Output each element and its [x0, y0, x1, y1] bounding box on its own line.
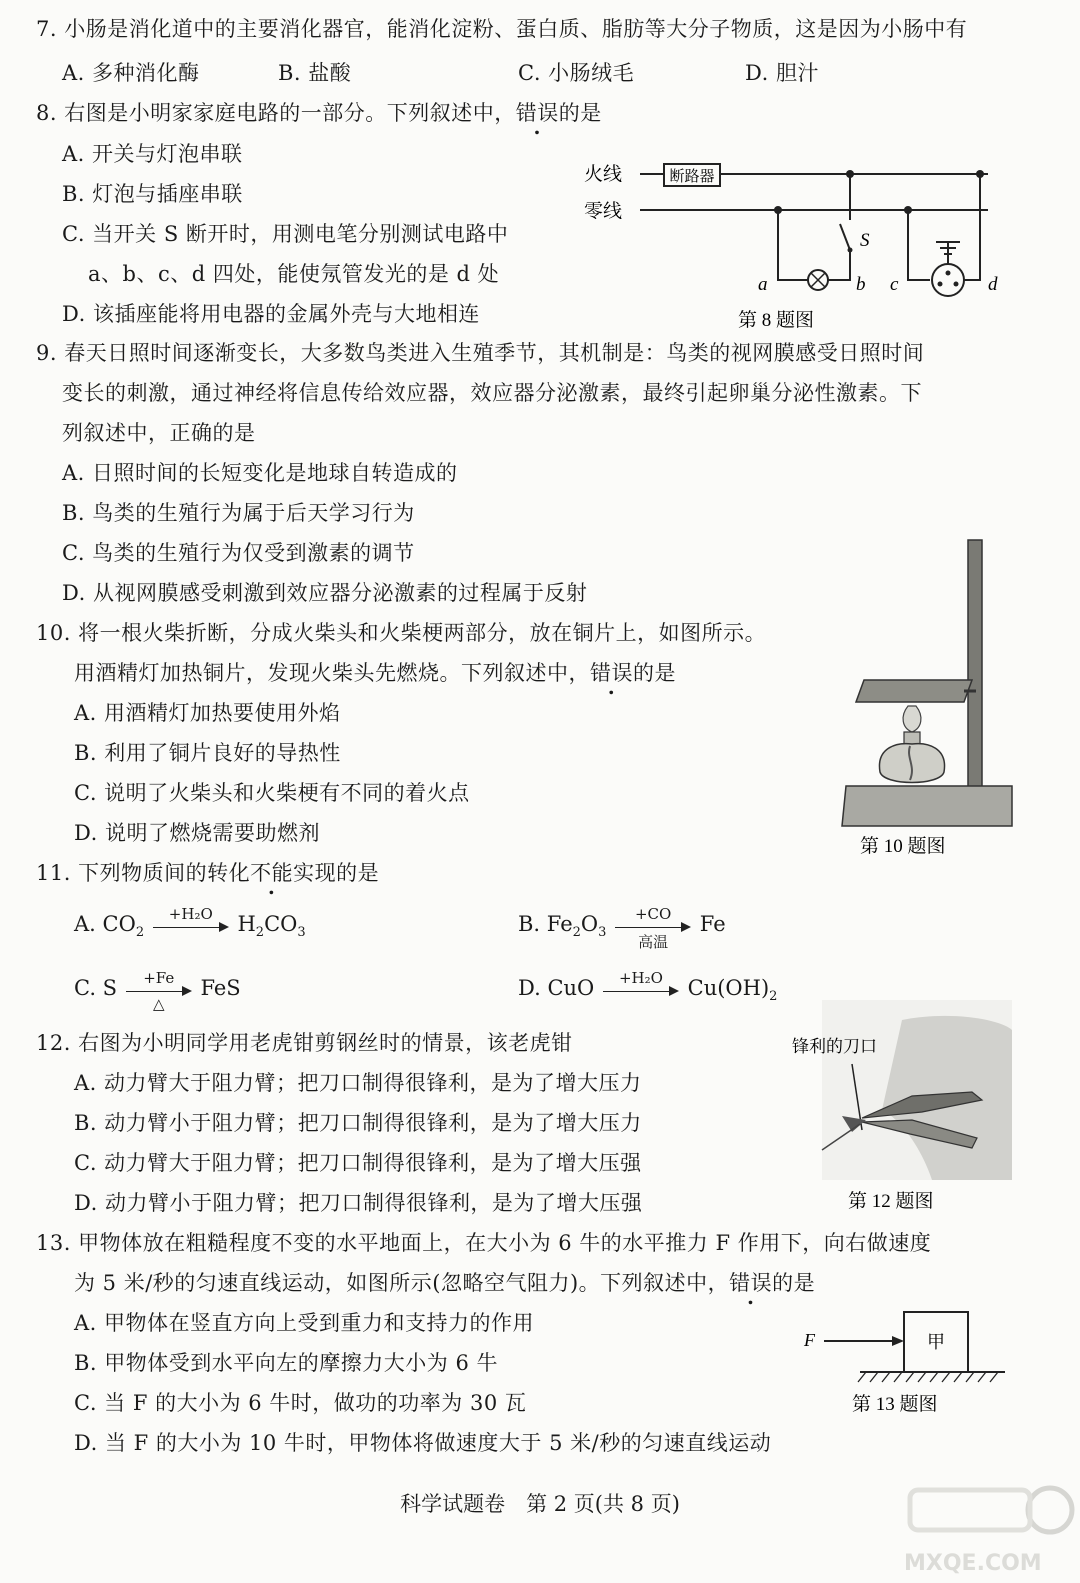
q9-option-b: B. 鸟类的生殖行为属于后天学习行为 [62, 501, 415, 525]
figure-caption: 第 10 题图 [860, 836, 946, 857]
q11-stem: 11. 下列物质间的转化不能实现的是 [36, 858, 379, 888]
force-block-figure [800, 1306, 1015, 1416]
q10-option-d: D. 说明了燃烧需要助燃剂 [74, 821, 320, 845]
q9-option-a: A. 日照时间的长短变化是地球自转造成的 [62, 461, 458, 485]
q12-option-a: A. 动力臂大于阻力臂；把刀口制得很锋利，是为了增大压力 [74, 1071, 642, 1095]
q11-option-c: C. S +Fe △ FeS [74, 969, 241, 1013]
q13-option-a: A. 甲物体在竖直方向上受到重力和支持力的作用 [74, 1311, 535, 1335]
page-footer: 科学试题卷 第 2 页(共 8 页) [400, 1492, 680, 1516]
q7-option-a: A. 多种消化酶 [62, 61, 200, 85]
point-b-label: b [856, 274, 866, 295]
point-c-label: c [890, 274, 899, 295]
stand-base [842, 786, 1012, 826]
emphasis-dots: 错误 [729, 1271, 773, 1295]
emphasis-dots: 错误 [590, 661, 633, 685]
q8-stem: 8. 右图是小明家家庭电路的一部分。下列叙述中，错误的是 [36, 98, 602, 128]
cutting-edge-label: 锋利的刀口 [792, 1037, 877, 1056]
q13-option-b: B. 甲物体受到水平向左的摩擦力大小为 6 牛 [74, 1351, 498, 1375]
q9-option-c: C. 鸟类的生殖行为仅受到激素的调节 [62, 541, 415, 565]
figure-caption: 第 8 题图 [738, 310, 815, 331]
iron-stand-rod [968, 540, 982, 812]
copper-sheet [856, 680, 972, 702]
q7-stem: 7. 小肠是消化道中的主要消化器官，能消化淀粉、蛋白质、脂肪等大分子物质，这是因为小肠中有 [36, 17, 968, 41]
figure-caption: 第 12 题图 [848, 1191, 934, 1212]
q10-option-a: A. 用酒精灯加热要使用外焰 [74, 701, 341, 725]
switch-label: S [860, 230, 870, 251]
q10-option-b: B. 利用了铜片良好的导热性 [74, 741, 341, 765]
live-wire-label: 火线 [584, 164, 623, 185]
q10-stem-line2: 用酒精灯加热铜片，发现火柴头先燃烧。下列叙述中，错误的是 [74, 658, 676, 688]
figure-caption: 第 13 题图 [852, 1394, 938, 1415]
q13-stem-line2: 为 5 米/秒的匀速直线运动，如图所示(忽略空气阻力)。下列叙述中，错误的是 [74, 1268, 815, 1298]
q12-stem: 12. 右图为小明同学用老虎钳剪钢丝时的情景，该老虎钳 [36, 1031, 573, 1055]
socket-symbol [932, 264, 964, 296]
point-a-label: a [758, 274, 768, 295]
q9-stem-line3: 列叙述中，正确的是 [62, 421, 256, 445]
q10-option-c: C. 说明了火柴头和火柴梗有不同的着火点 [74, 781, 470, 805]
q11-option-d: D. CuO +H₂O $Cu(OH)_2$ [518, 969, 778, 1005]
flame [903, 706, 921, 732]
q8-option-a: A. 开关与灯泡串联 [62, 142, 243, 166]
q12-option-d: D. 动力臂小于阻力臂；把刀口制得很锋利，是为了增大压强 [74, 1191, 643, 1215]
q12-option-b: B. 动力臂小于阻力臂；把刀口制得很锋利，是为了增大压力 [74, 1111, 642, 1135]
q13-option-d: D. 当 F 的大小为 10 牛时，甲物体将做速度大于 5 米/秒的匀速直线运动 [74, 1431, 772, 1455]
q8-option-b: B. 灯泡与插座串联 [62, 182, 243, 206]
q10-stem-line1: 10. 将一根火柴折断，分成火柴头和火柴梗两部分，放在铜片上，如图所示。 [36, 621, 767, 645]
block-label: 甲 [927, 1332, 945, 1352]
watermark-logo [900, 1480, 1075, 1580]
circuit-diagram [578, 150, 1018, 340]
q8-option-c-cont: a、b、c、d 四处，能使氖管发光的是 d 处 [88, 262, 500, 286]
breaker-label: 断路器 [669, 169, 715, 185]
q7-option-b: B. 盐酸 [278, 61, 352, 85]
q9-option-d: D. 从视网膜感受刺激到效应器分泌激素的过程属于反射 [62, 581, 588, 605]
q11-option-b: B. $Fe_2O_3$ +CO 高温 Fe [518, 905, 726, 951]
q12-option-c: C. 动力臂大于阻力臂；把刀口制得很锋利，是为了增大压强 [74, 1151, 642, 1175]
q9-stem-line1: 9. 春天日照时间逐渐变长，大多数鸟类进入生殖季节，其机制是：鸟类的视网膜感受日照时间 [36, 341, 925, 365]
q9-stem-line2: 变长的刺激，通过神经将信息传给效应器，效应器分泌激素，最终引起卵巢分泌性激素。下 [62, 381, 922, 405]
q13-stem-line1: 13. 甲物体放在粗糙程度不变的水平地面上，在大小为 6 牛的水平推力 F 作用下，向右做速度 [36, 1231, 932, 1255]
q11-option-a: A. $CO_2$ +H₂O $H_2CO_3$ [74, 905, 306, 941]
alcohol-lamp-figure [836, 536, 1026, 857]
q8-option-d: D. 该插座能将用电器的金属外壳与大地相连 [62, 302, 480, 326]
force-label: F [804, 1330, 815, 1350]
emphasis-dots: 不能 [250, 861, 294, 885]
watermark-text: MXQE.COM [904, 1551, 1042, 1576]
emphasis-dots: 错误 [515, 101, 559, 125]
point-d-label: d [988, 274, 998, 295]
switch-symbol [840, 224, 850, 250]
q7-option-d: D. 胆汁 [745, 61, 819, 85]
q7-option-c: C. 小肠绒毛 [518, 61, 635, 85]
q8-option-c: C. 当开关 S 断开时，用测电笔分别测试电路中 [62, 222, 509, 246]
q13-option-c: C. 当 F 的大小为 6 牛时，做功的功率为 30 瓦 [74, 1391, 527, 1415]
neutral-wire-label: 零线 [584, 201, 623, 222]
pliers-figure [782, 1000, 1012, 1215]
